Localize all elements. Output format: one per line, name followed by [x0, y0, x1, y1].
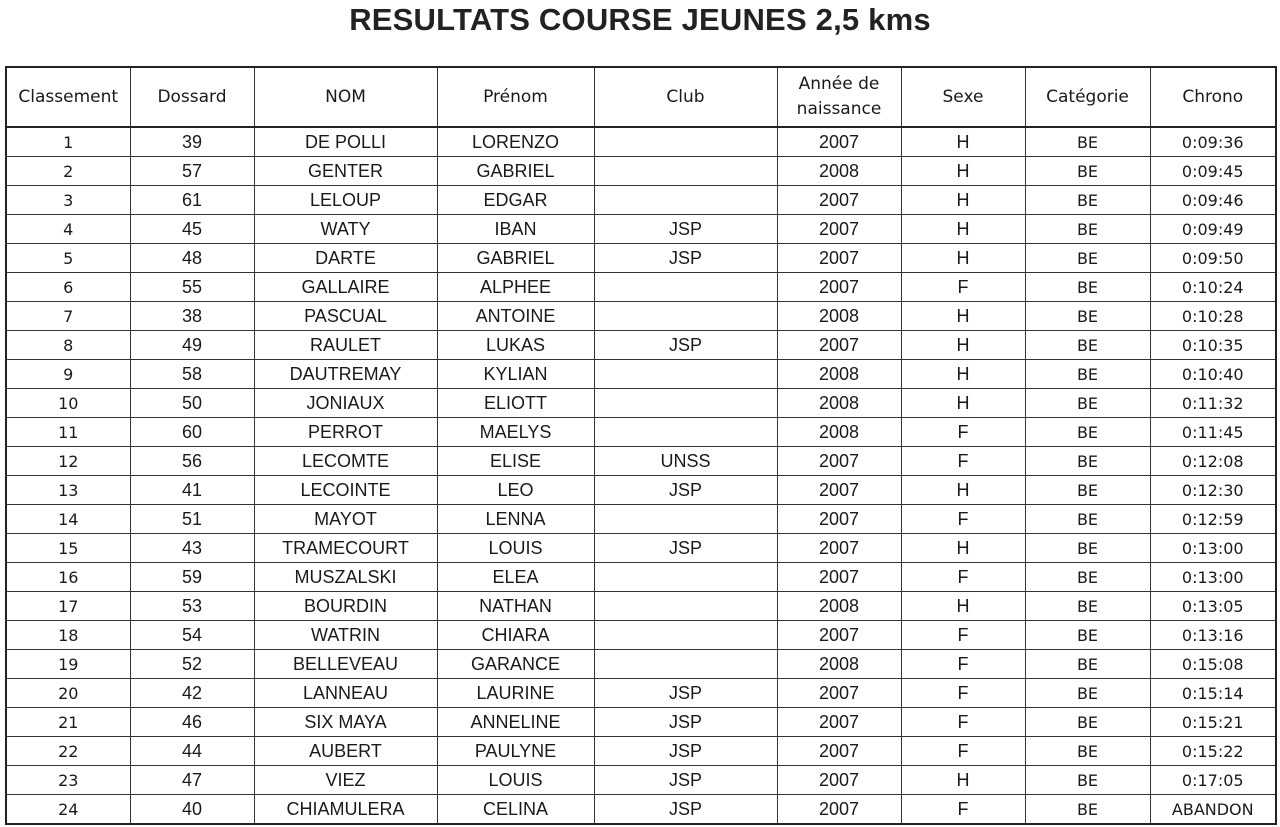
cell-sexe: F [901, 708, 1025, 737]
cell-chrono: 0:12:08 [1150, 447, 1276, 476]
table-row [6, 476, 1276, 505]
cell-categorie: BE [1025, 621, 1150, 650]
header-row [6, 67, 1276, 127]
cell-classement: 19 [6, 650, 130, 679]
table-row [6, 505, 1276, 534]
cell-prenom: LORENZO [437, 127, 594, 157]
cell-categorie: BE [1025, 360, 1150, 389]
cell-classement: 6 [6, 273, 130, 302]
cell-classement: 22 [6, 737, 130, 766]
cell-chrono: 0:12:30 [1150, 476, 1276, 505]
cell-categorie: BE [1025, 273, 1150, 302]
cell-prenom: ANTOINE [437, 302, 594, 331]
cell-nom: BELLEVEAU [254, 650, 437, 679]
cell-club: JSP [594, 795, 777, 825]
cell-sexe: H [901, 186, 1025, 215]
cell-classement: 10 [6, 389, 130, 418]
table-row [6, 679, 1276, 708]
cell-sexe: F [901, 650, 1025, 679]
header-classement: Classement [6, 67, 130, 127]
cell-categorie: BE [1025, 186, 1150, 215]
table-row [6, 534, 1276, 563]
cell-prenom: KYLIAN [437, 360, 594, 389]
cell-nom: PERROT [254, 418, 437, 447]
table-row [6, 708, 1276, 737]
cell-prenom: LOUIS [437, 766, 594, 795]
cell-nom: VIEZ [254, 766, 437, 795]
cell-chrono: 0:15:22 [1150, 737, 1276, 766]
header-annee [777, 67, 901, 127]
cell-categorie: BE [1025, 592, 1150, 621]
cell-dossard: 61 [130, 186, 254, 215]
cell-club [594, 273, 777, 302]
cell-categorie: BE [1025, 534, 1150, 563]
cell-prenom: NATHAN [437, 592, 594, 621]
cell-classement: 12 [6, 447, 130, 476]
cell-sexe: H [901, 331, 1025, 360]
cell-dossard: 55 [130, 273, 254, 302]
cell-club [594, 505, 777, 534]
cell-annee: 2008 [777, 157, 901, 186]
cell-annee: 2007 [777, 534, 901, 563]
table-row [6, 737, 1276, 766]
cell-dossard: 56 [130, 447, 254, 476]
cell-chrono: 0:12:59 [1150, 505, 1276, 534]
table-row [6, 795, 1276, 825]
cell-annee: 2008 [777, 389, 901, 418]
table-row [6, 418, 1276, 447]
cell-club [594, 186, 777, 215]
cell-nom: BOURDIN [254, 592, 437, 621]
cell-annee: 2007 [777, 244, 901, 273]
cell-chrono: 0:10:35 [1150, 331, 1276, 360]
cell-sexe: H [901, 302, 1025, 331]
table-row [6, 650, 1276, 679]
cell-categorie: BE [1025, 127, 1150, 157]
cell-chrono: 0:15:21 [1150, 708, 1276, 737]
cell-classement: 1 [6, 127, 130, 157]
cell-sexe: F [901, 563, 1025, 592]
cell-sexe: F [901, 505, 1025, 534]
cell-nom: WATRIN [254, 621, 437, 650]
cell-dossard: 52 [130, 650, 254, 679]
cell-sexe: H [901, 476, 1025, 505]
cell-dossard: 57 [130, 157, 254, 186]
cell-categorie: BE [1025, 795, 1150, 825]
cell-annee: 2008 [777, 592, 901, 621]
cell-classement: 24 [6, 795, 130, 825]
cell-club: JSP [594, 244, 777, 273]
cell-prenom: ANNELINE [437, 708, 594, 737]
cell-categorie: BE [1025, 244, 1150, 273]
table-row [6, 273, 1276, 302]
cell-prenom: MAELYS [437, 418, 594, 447]
cell-nom: WATY [254, 215, 437, 244]
cell-club: JSP [594, 534, 777, 563]
cell-prenom: EDGAR [437, 186, 594, 215]
cell-classement: 21 [6, 708, 130, 737]
cell-dossard: 54 [130, 621, 254, 650]
cell-nom: RAULET [254, 331, 437, 360]
cell-club: UNSS [594, 447, 777, 476]
cell-prenom: LUKAS [437, 331, 594, 360]
cell-categorie: BE [1025, 302, 1150, 331]
cell-chrono: 0:13:00 [1150, 534, 1276, 563]
cell-prenom: ALPHEE [437, 273, 594, 302]
cell-chrono: 0:09:36 [1150, 127, 1276, 157]
table-row [6, 302, 1276, 331]
cell-dossard: 50 [130, 389, 254, 418]
cell-chrono: 0:17:05 [1150, 766, 1276, 795]
cell-nom: CHIAMULERA [254, 795, 437, 825]
cell-dossard: 53 [130, 592, 254, 621]
cell-chrono: ABANDON [1150, 795, 1276, 825]
cell-sexe: F [901, 795, 1025, 825]
cell-club: JSP [594, 679, 777, 708]
cell-annee: 2007 [777, 505, 901, 534]
cell-club [594, 592, 777, 621]
cell-club: JSP [594, 766, 777, 795]
cell-dossard: 49 [130, 331, 254, 360]
cell-chrono: 0:15:14 [1150, 679, 1276, 708]
cell-categorie: BE [1025, 679, 1150, 708]
cell-club [594, 621, 777, 650]
cell-annee: 2007 [777, 708, 901, 737]
cell-classement: 18 [6, 621, 130, 650]
cell-club [594, 650, 777, 679]
cell-categorie: BE [1025, 476, 1150, 505]
cell-club [594, 302, 777, 331]
cell-club [594, 389, 777, 418]
cell-nom: JONIAUX [254, 389, 437, 418]
cell-prenom: LAURINE [437, 679, 594, 708]
cell-prenom: ELIOTT [437, 389, 594, 418]
cell-chrono: 0:15:08 [1150, 650, 1276, 679]
cell-annee: 2007 [777, 766, 901, 795]
cell-club: JSP [594, 331, 777, 360]
cell-dossard: 48 [130, 244, 254, 273]
cell-dossard: 38 [130, 302, 254, 331]
cell-classement: 16 [6, 563, 130, 592]
table-row [6, 360, 1276, 389]
cell-club: JSP [594, 476, 777, 505]
cell-sexe: F [901, 447, 1025, 476]
cell-annee: 2008 [777, 360, 901, 389]
cell-sexe: H [901, 534, 1025, 563]
cell-categorie: BE [1025, 389, 1150, 418]
cell-classement: 13 [6, 476, 130, 505]
cell-club [594, 157, 777, 186]
cell-nom: SIX MAYA [254, 708, 437, 737]
cell-categorie: BE [1025, 737, 1150, 766]
cell-chrono: 0:09:46 [1150, 186, 1276, 215]
cell-chrono: 0:11:45 [1150, 418, 1276, 447]
cell-sexe: F [901, 621, 1025, 650]
cell-categorie: BE [1025, 708, 1150, 737]
table-row [6, 157, 1276, 186]
cell-nom: MUSZALSKI [254, 563, 437, 592]
cell-club [594, 418, 777, 447]
cell-categorie: BE [1025, 766, 1150, 795]
cell-classement: 20 [6, 679, 130, 708]
cell-chrono: 0:13:16 [1150, 621, 1276, 650]
table-row [6, 592, 1276, 621]
cell-prenom: ELISE [437, 447, 594, 476]
cell-prenom: LENNA [437, 505, 594, 534]
cell-chrono: 0:11:32 [1150, 389, 1276, 418]
cell-chrono: 0:10:40 [1150, 360, 1276, 389]
cell-nom: GENTER [254, 157, 437, 186]
cell-annee: 2007 [777, 795, 901, 825]
cell-sexe: H [901, 389, 1025, 418]
cell-annee: 2007 [777, 273, 901, 302]
cell-classement: 3 [6, 186, 130, 215]
table-row [6, 244, 1276, 273]
cell-sexe: H [901, 592, 1025, 621]
cell-nom: DE POLLI [254, 127, 437, 157]
cell-dossard: 40 [130, 795, 254, 825]
cell-nom: DARTE [254, 244, 437, 273]
cell-dossard: 58 [130, 360, 254, 389]
cell-annee: 2008 [777, 302, 901, 331]
cell-sexe: F [901, 737, 1025, 766]
cell-nom: TRAMECOURT [254, 534, 437, 563]
cell-prenom: IBAN [437, 215, 594, 244]
cell-sexe: H [901, 360, 1025, 389]
results-table [5, 66, 1277, 825]
table-row [6, 127, 1276, 157]
cell-classement: 5 [6, 244, 130, 273]
cell-annee: 2007 [777, 563, 901, 592]
cell-prenom: GABRIEL [437, 244, 594, 273]
header-prenom: Prénom [437, 67, 594, 127]
cell-classement: 15 [6, 534, 130, 563]
header-sexe: Sexe [901, 67, 1025, 127]
cell-classement: 23 [6, 766, 130, 795]
cell-chrono: 0:09:49 [1150, 215, 1276, 244]
cell-dossard: 46 [130, 708, 254, 737]
cell-dossard: 44 [130, 737, 254, 766]
cell-prenom: LOUIS [437, 534, 594, 563]
cell-classement: 14 [6, 505, 130, 534]
cell-annee: 2007 [777, 679, 901, 708]
cell-categorie: BE [1025, 331, 1150, 360]
table-row [6, 766, 1276, 795]
cell-annee: 2007 [777, 737, 901, 766]
header-dossard: Dossard [130, 67, 254, 127]
cell-dossard: 43 [130, 534, 254, 563]
cell-sexe: H [901, 244, 1025, 273]
cell-annee: 2007 [777, 186, 901, 215]
cell-categorie: BE [1025, 650, 1150, 679]
cell-classement: 8 [6, 331, 130, 360]
table-row [6, 215, 1276, 244]
cell-nom: MAYOT [254, 505, 437, 534]
cell-club: JSP [594, 737, 777, 766]
cell-classement: 2 [6, 157, 130, 186]
results-body [6, 127, 1276, 824]
cell-sexe: H [901, 766, 1025, 795]
table-row [6, 331, 1276, 360]
cell-sexe: F [901, 273, 1025, 302]
cell-prenom: GABRIEL [437, 157, 594, 186]
cell-chrono: 0:09:50 [1150, 244, 1276, 273]
header-chrono: Chrono [1150, 67, 1276, 127]
cell-sexe: F [901, 679, 1025, 708]
cell-categorie: BE [1025, 215, 1150, 244]
cell-prenom: GARANCE [437, 650, 594, 679]
cell-dossard: 45 [130, 215, 254, 244]
cell-categorie: BE [1025, 505, 1150, 534]
cell-nom: LECOMTE [254, 447, 437, 476]
cell-chrono: 0:13:05 [1150, 592, 1276, 621]
cell-club: JSP [594, 708, 777, 737]
cell-dossard: 41 [130, 476, 254, 505]
cell-nom: LELOUP [254, 186, 437, 215]
cell-annee: 2007 [777, 621, 901, 650]
cell-categorie: BE [1025, 157, 1150, 186]
cell-prenom: CHIARA [437, 621, 594, 650]
table-row [6, 621, 1276, 650]
cell-classement: 17 [6, 592, 130, 621]
table-row [6, 563, 1276, 592]
cell-annee: 2007 [777, 331, 901, 360]
cell-sexe: H [901, 157, 1025, 186]
table-row [6, 447, 1276, 476]
cell-dossard: 47 [130, 766, 254, 795]
table-row [6, 186, 1276, 215]
cell-categorie: BE [1025, 563, 1150, 592]
cell-prenom: ELEA [437, 563, 594, 592]
cell-nom: LECOINTE [254, 476, 437, 505]
cell-nom: GALLAIRE [254, 273, 437, 302]
cell-annee: 2008 [777, 650, 901, 679]
page-title: RESULTATS COURSE JEUNES 2,5 kms [349, 2, 931, 37]
cell-dossard: 51 [130, 505, 254, 534]
cell-club: JSP [594, 215, 777, 244]
cell-nom: DAUTREMAY [254, 360, 437, 389]
cell-chrono: 0:10:24 [1150, 273, 1276, 302]
cell-classement: 11 [6, 418, 130, 447]
cell-annee: 2007 [777, 476, 901, 505]
header-annee-line2: naissance [796, 99, 882, 119]
cell-classement: 9 [6, 360, 130, 389]
cell-classement: 7 [6, 302, 130, 331]
cell-sexe: H [901, 215, 1025, 244]
cell-sexe: H [901, 127, 1025, 157]
cell-annee: 2008 [777, 418, 901, 447]
cell-categorie: BE [1025, 418, 1150, 447]
table-row [6, 389, 1276, 418]
cell-club [594, 563, 777, 592]
cell-prenom: PAULYNE [437, 737, 594, 766]
cell-nom: PASCUAL [254, 302, 437, 331]
cell-dossard: 42 [130, 679, 254, 708]
cell-prenom: CELINA [437, 795, 594, 825]
cell-dossard: 60 [130, 418, 254, 447]
header-nom: NOM [254, 67, 437, 127]
cell-chrono: 0:09:45 [1150, 157, 1276, 186]
cell-prenom: LEO [437, 476, 594, 505]
cell-nom: AUBERT [254, 737, 437, 766]
cell-nom: LANNEAU [254, 679, 437, 708]
cell-dossard: 59 [130, 563, 254, 592]
header-categorie: Catégorie [1025, 67, 1150, 127]
cell-classement: 4 [6, 215, 130, 244]
cell-annee: 2007 [777, 447, 901, 476]
cell-chrono: 0:10:28 [1150, 302, 1276, 331]
cell-categorie: BE [1025, 447, 1150, 476]
cell-club [594, 360, 777, 389]
cell-dossard: 39 [130, 127, 254, 157]
header-club: Club [594, 67, 777, 127]
cell-annee: 2007 [777, 215, 901, 244]
cell-club [594, 127, 777, 157]
cell-chrono: 0:13:00 [1150, 563, 1276, 592]
cell-annee: 2007 [777, 127, 901, 157]
header-annee-line1: Année de [798, 74, 880, 94]
cell-sexe: F [901, 418, 1025, 447]
